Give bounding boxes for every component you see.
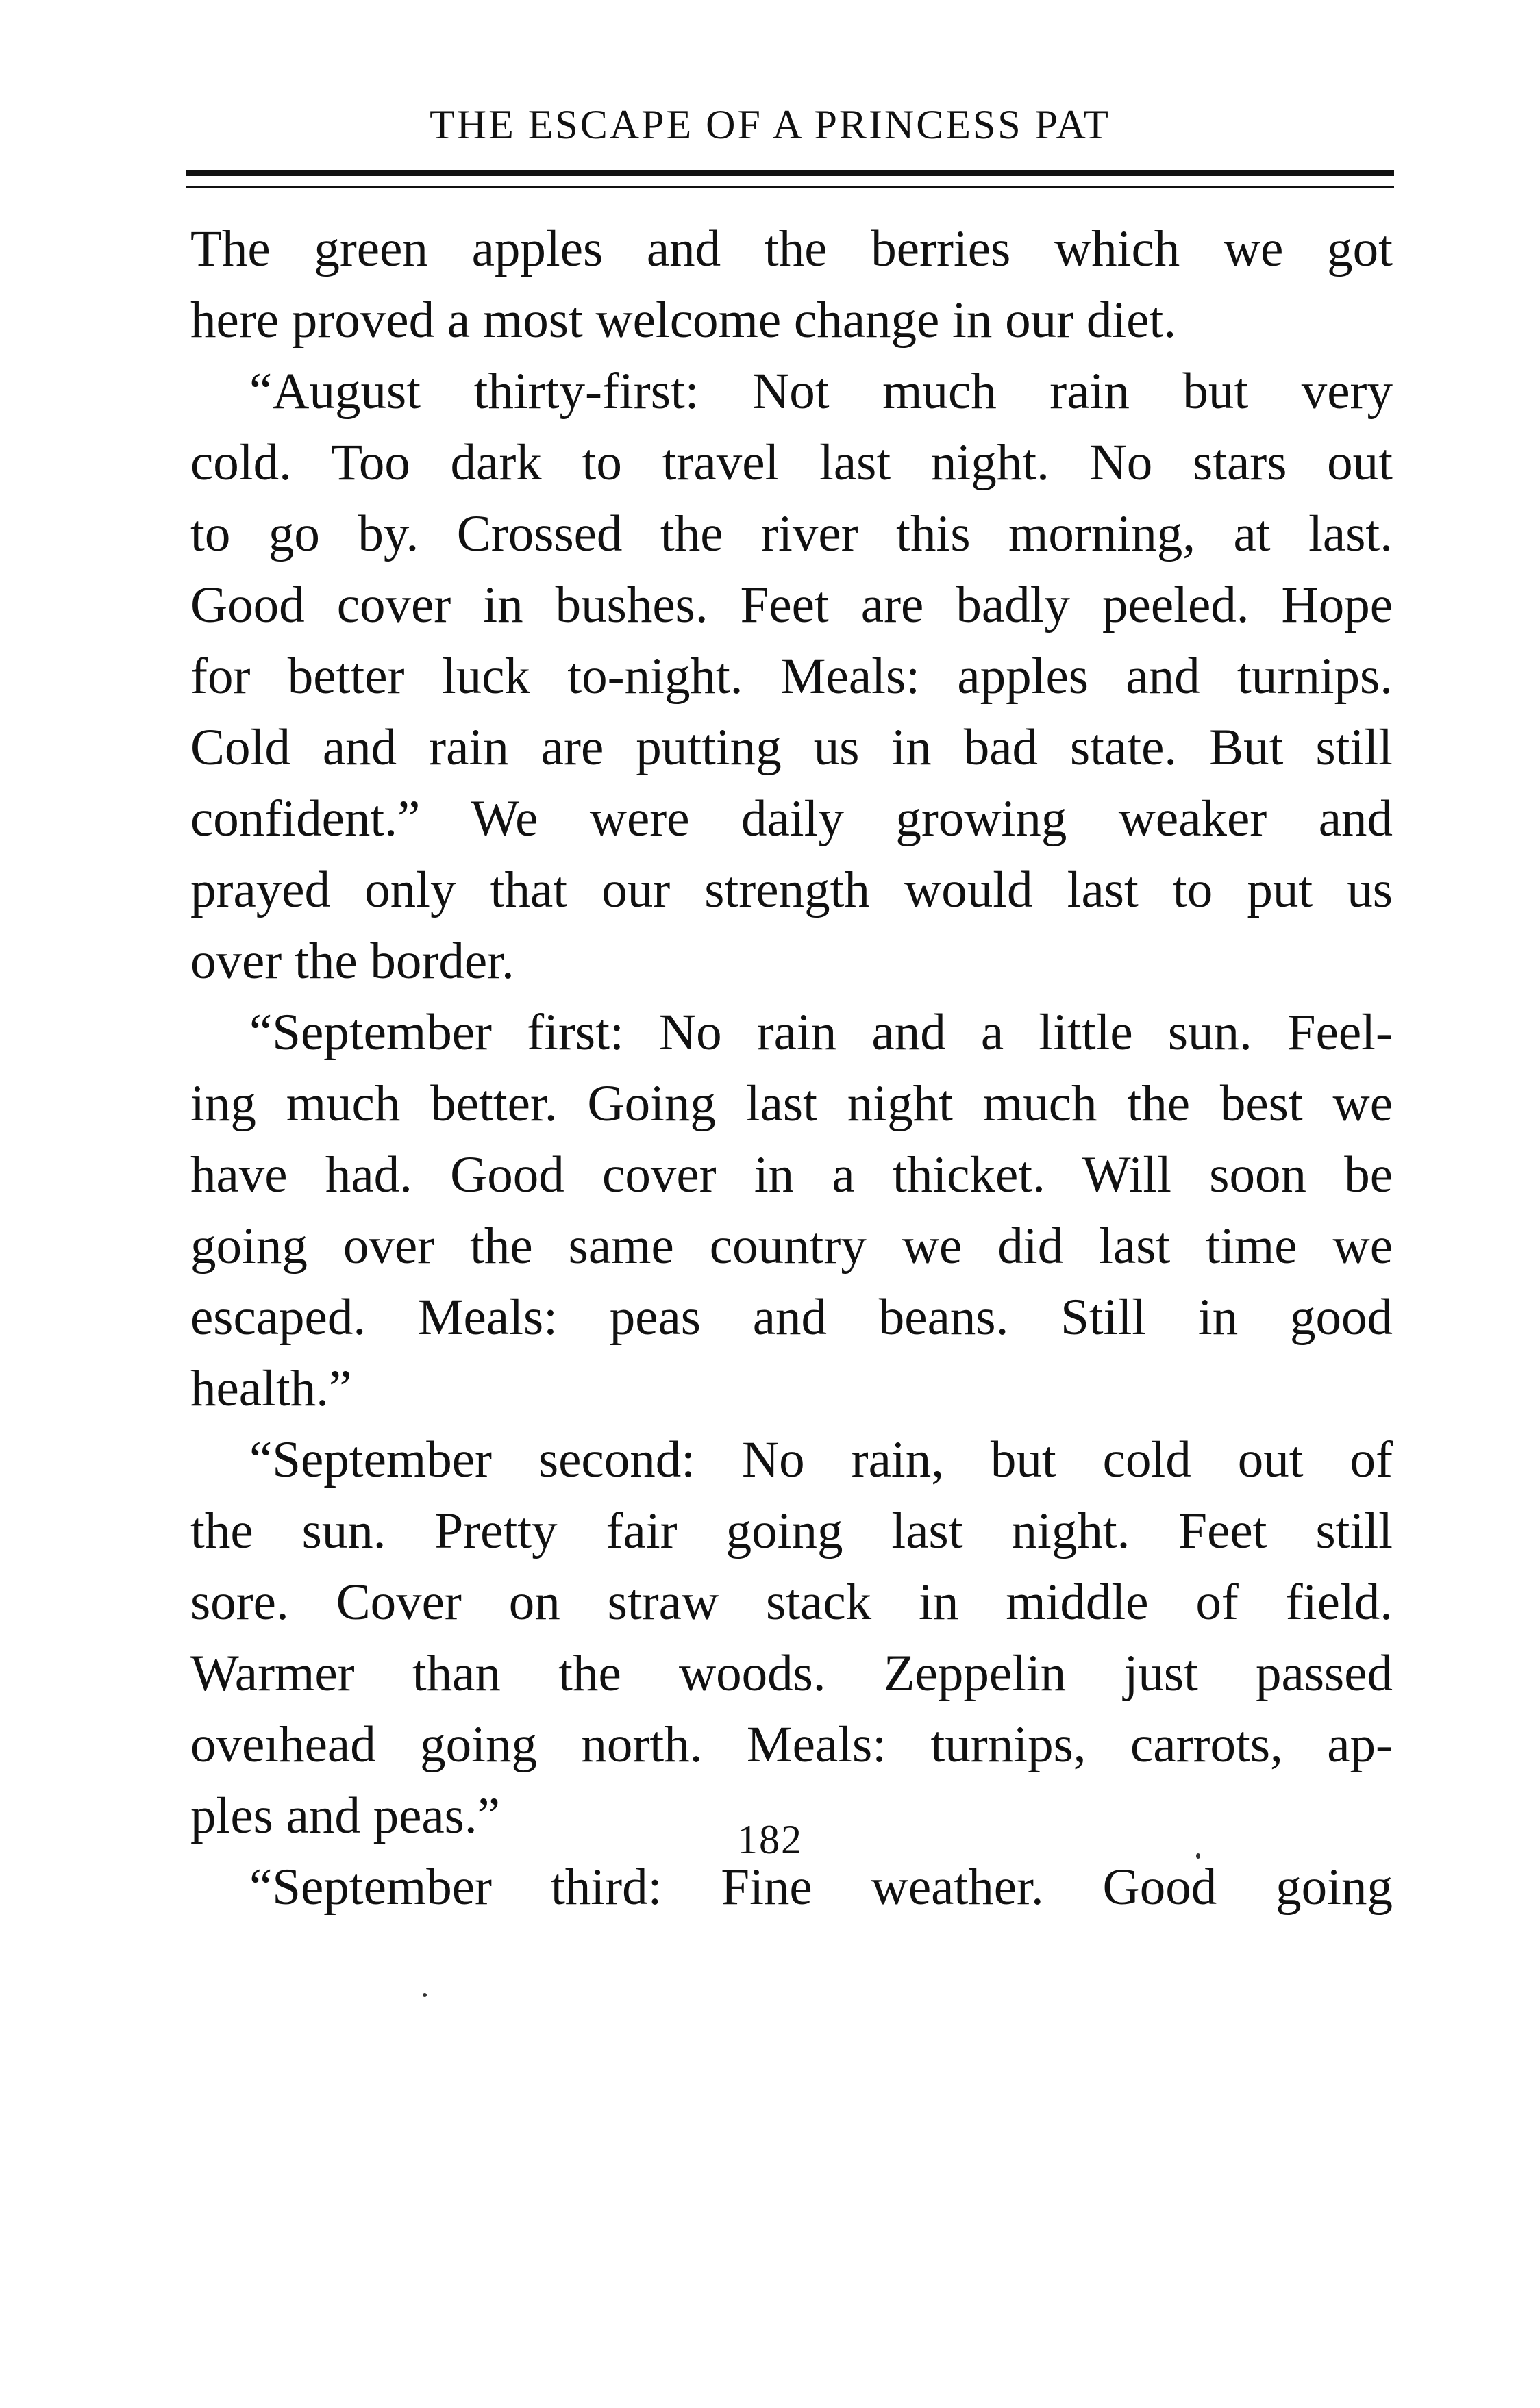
text-line: health.” <box>190 1360 352 1417</box>
text-line: ples and peas.” <box>190 1788 500 1844</box>
text-line: to go by. Crossed the river this morning, at last. <box>190 505 1393 562</box>
text-line: here proved a most welcome change in our diet. <box>190 292 1177 349</box>
scan-speck <box>1196 1853 1200 1859</box>
text-line: Good cover in bushes. Feet are badly peeled. Hope <box>190 577 1393 634</box>
text-line: The green apples and the berries which we got <box>190 221 1393 277</box>
header-rule-thick <box>186 170 1394 176</box>
text-line: “September first: No rain and a little sun. Feel- <box>249 1004 1393 1061</box>
header-rule-thin <box>186 186 1394 188</box>
text-line: Warmer than the woods. Zeppelin just passed <box>190 1645 1393 1702</box>
running-head: THE ESCAPE OF A PRINCESS PAT <box>430 102 1110 147</box>
text-line: Cold and rain are putting us in bad state. But still <box>190 719 1393 776</box>
text-line: over the border. <box>190 933 514 990</box>
text-line: ing much better. Going last night much the best we <box>190 1075 1393 1132</box>
scan-speck <box>423 1993 427 1997</box>
text-line: for better luck to-night. Meals: apples and turnips. <box>190 648 1393 705</box>
text-line: going over the same country we did last time we <box>190 1218 1393 1275</box>
body-text <box>190 214 1393 1923</box>
text-line: cold. Too dark to travel last night. No stars out <box>190 434 1393 491</box>
text-line: sore. Cover on straw stack in middle of field. <box>190 1574 1393 1631</box>
text-line: the sun. Pretty fair going last night. Feet still <box>190 1503 1393 1559</box>
text-line: escaped. Meals: peas and beans. Still in good <box>190 1289 1393 1346</box>
text-line: oveıhead going north. Meals: turnips, carrots, ap- <box>190 1716 1393 1773</box>
text-line: “September second: No rain, but cold out of <box>249 1431 1393 1488</box>
text-line: have had. Good cover in a thicket. Will soon be <box>190 1146 1393 1203</box>
page-number: 182 <box>737 1817 803 1862</box>
text-line: confident.” We were daily growing weaker and <box>190 790 1393 847</box>
text-line: “August thirty-first: Not much rain but very <box>249 363 1393 420</box>
text-line: prayed only that our strength would last to put us <box>190 862 1393 918</box>
text-line: “September third: Fine weather. Good going <box>249 1859 1393 1916</box>
